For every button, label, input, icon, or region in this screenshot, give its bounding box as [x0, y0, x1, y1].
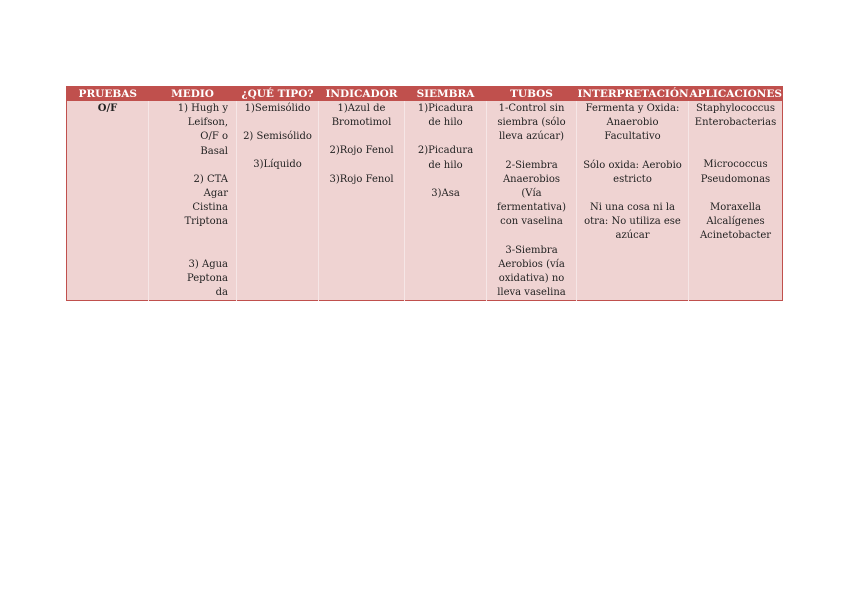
interpretacion-3: Ni una cosa ni la otra: No utiliza ese azúcar [584, 202, 681, 242]
header-pruebas: PRUEBAS [67, 87, 149, 102]
indicador-2: 2)Rojo Fenol [329, 145, 394, 157]
header-indicador: INDICADOR [319, 87, 405, 102]
aplicaciones-2: Micrococcus Pseudomonas [700, 159, 771, 185]
aplicaciones-3: Moraxella Alcalígenes Acinetobacter [699, 201, 772, 242]
medio-2: 2) CTA Agar Cistina Triptona [184, 173, 228, 228]
siembra-3: 3)Asa [431, 187, 460, 199]
header-tubos: TUBOS [487, 87, 577, 102]
cell-interpretacion [577, 101, 689, 301]
tipo-2: 2) Semisólido [243, 131, 312, 143]
indicador-1: 1)Azul de Bromotimol [331, 103, 392, 129]
aplicaciones-1: Staphylococcus Enterobacterias [694, 103, 777, 129]
siembra-1: 1)Picadura de hilo [417, 103, 474, 129]
siembra-2: 2)Picadura de hilo [417, 145, 474, 171]
cell-tubos [487, 101, 577, 301]
tipo-1: 1)Semisólido [244, 103, 311, 114]
header-que-tipo: ¿QUÉ TIPO? [237, 87, 319, 102]
interpretacion-1: Fermenta y Oxida: Anaerobio Facultativo [585, 103, 680, 143]
of-test-table [66, 86, 783, 301]
prueba-value: O/F [97, 103, 118, 114]
cell-medio [149, 101, 237, 301]
tubos-1: 1-Control sin siembra (sólo lleva azúcar) [497, 103, 566, 143]
medio-3: 3) Agua Peptona da [186, 258, 228, 299]
cell-prueba [67, 101, 149, 301]
table-row [67, 101, 783, 301]
header-interpretacion: INTERPRETACIÓN [577, 88, 689, 100]
header-aplicaciones: APLICACIONES [689, 88, 782, 100]
tubos-3: 3-Siembra Aerobios (vía oxidativa) no lleva vaselina [497, 244, 566, 299]
tipo-3: 3)Líquido [253, 159, 302, 171]
cell-tipo [237, 101, 319, 301]
interpretacion-2: Sólo oxida: Aerobio estricto [583, 159, 682, 185]
header-row [67, 87, 783, 102]
medio-1: 1) Hugh y Leifson, O/F o Basal [177, 103, 228, 157]
cell-siembra [405, 101, 487, 301]
indicador-3: 3)Rojo Fenol [329, 173, 394, 185]
tubos-2: 2-Siembra Anaerobios (Vía fermentativa) con vaselina [497, 159, 566, 228]
cell-aplicaciones [689, 101, 783, 301]
header-medio: MEDIO [149, 87, 237, 102]
cell-indicador [319, 101, 405, 301]
header-siembra: SIEMBRA [405, 87, 487, 102]
